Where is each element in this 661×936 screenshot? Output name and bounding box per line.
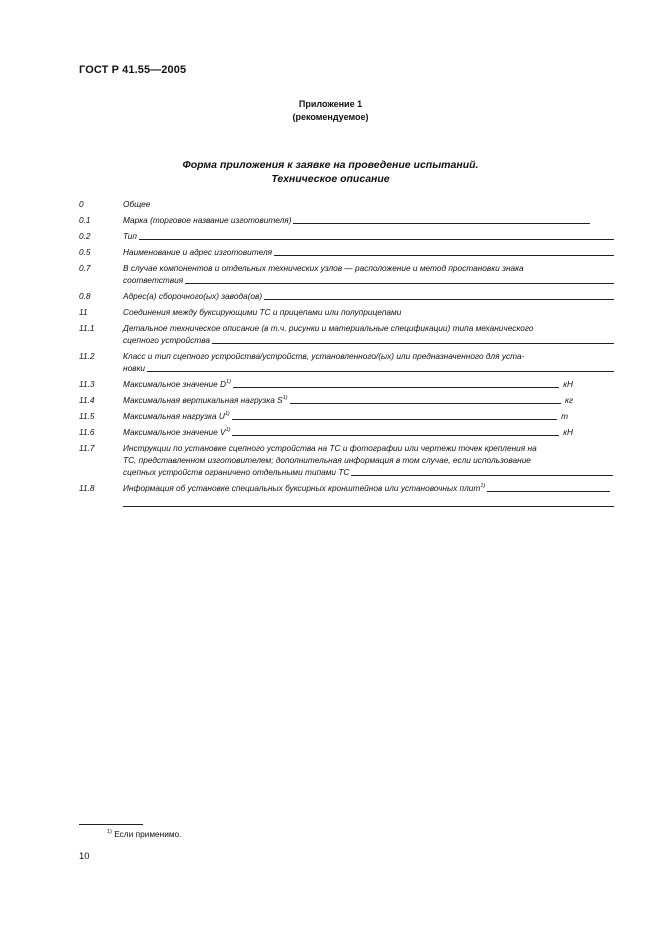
footnote bbox=[107, 829, 181, 839]
item-text: Максимальное значение $D^{1)}$ bbox=[123, 379, 231, 389]
form-title-line2: Техническое описание bbox=[271, 173, 390, 185]
fill-in-blank[interactable] bbox=[290, 395, 561, 404]
item-number: 11 bbox=[79, 307, 88, 317]
item-0 bbox=[79, 198, 614, 210]
item-text-cont: соответствия bbox=[123, 275, 184, 285]
annex-note: (рекомендуемое) bbox=[292, 112, 369, 122]
item-number: 11.1 bbox=[79, 323, 95, 333]
item-11-5 bbox=[79, 410, 614, 422]
item-11-3 bbox=[79, 378, 614, 390]
item-11-7 bbox=[79, 442, 614, 478]
item-text: Детальное техническое описание (в т.ч. рисунки и материальные спецификации) типа механического bbox=[123, 323, 534, 333]
footnote-divider bbox=[79, 824, 143, 825]
footnote-text: Если применимо. bbox=[114, 829, 182, 839]
fill-in-blank[interactable] bbox=[351, 467, 613, 476]
fill-in-blank[interactable] bbox=[293, 215, 590, 224]
item-0-8 bbox=[79, 290, 614, 302]
item-text: Соединения между буксирующими ТС и прицепами или полуприцепами bbox=[123, 307, 402, 317]
item-11-2 bbox=[79, 350, 614, 374]
footnote-ref: 1) bbox=[224, 411, 230, 417]
form-title bbox=[0, 158, 661, 186]
item-text: Наименование и адрес изготовителя bbox=[123, 247, 273, 257]
item-0-5 bbox=[79, 246, 614, 258]
unit-label: кН bbox=[563, 379, 573, 389]
item-11 bbox=[79, 306, 614, 318]
fill-in-blank[interactable] bbox=[264, 291, 614, 300]
item-11-6 bbox=[79, 426, 614, 438]
annex-title: Приложение 1 bbox=[298, 99, 363, 109]
item-text: В случае компонентов и отдельных технических узлов — расположение и метод простановки знака bbox=[123, 263, 524, 273]
item-number: 11.8 bbox=[79, 483, 95, 493]
unit-label: т bbox=[561, 411, 568, 421]
item-number: 11.7 bbox=[79, 443, 95, 453]
item-number: 0 bbox=[79, 199, 84, 209]
standard-code: ГОСТ Р 41.55—2005 bbox=[79, 64, 187, 76]
item-text: Максимальная вертикальная нагрузка $S^{1)}$ bbox=[123, 395, 288, 405]
item-number: 0.5 bbox=[79, 247, 91, 257]
form-items bbox=[79, 198, 614, 513]
item-text: Класс и тип сцепного устройства/устройств, установленного/(ых) или предназначенного для уста- bbox=[123, 351, 525, 361]
footnote-ref: 1) bbox=[225, 427, 231, 433]
fill-in-blank[interactable] bbox=[212, 335, 614, 344]
item-text: Максимальное значение $V^{1)}$ bbox=[123, 427, 231, 437]
annex-heading bbox=[0, 98, 661, 124]
item-0-2 bbox=[79, 230, 614, 242]
item-text-cont: новки bbox=[123, 363, 146, 373]
item-text: Марка (торговое название изготовителя) bbox=[123, 215, 292, 225]
unit-label: кН bbox=[563, 427, 573, 437]
item-text: Инструкции по установке сцепного устройства на ТС и фотографии или чертежи точек крепления на bbox=[123, 443, 537, 453]
item-text-cont: сцепного устройства bbox=[123, 335, 210, 345]
form-title-line1: Форма приложения к заявке на проведение испытаний. bbox=[182, 159, 479, 171]
item-number: 11.3 bbox=[79, 379, 95, 389]
page-number: 10 bbox=[79, 851, 90, 862]
footnote-ref: 1) bbox=[282, 395, 288, 401]
item-number: 11.4 bbox=[79, 395, 95, 405]
item-text: Тип bbox=[123, 231, 137, 241]
item-11-4 bbox=[79, 394, 614, 406]
item-text: Общее bbox=[123, 199, 151, 209]
item-0-1 bbox=[79, 214, 614, 226]
item-11-1 bbox=[79, 322, 614, 346]
item-number: 0.8 bbox=[79, 291, 91, 301]
item-number: 0.7 bbox=[79, 263, 91, 273]
footnote-ref: 1) bbox=[226, 379, 231, 385]
footnote-mark: 1) bbox=[107, 829, 112, 835]
item-11-8 bbox=[79, 482, 614, 509]
item-number: 11.5 bbox=[79, 411, 95, 421]
fill-in-blank[interactable] bbox=[232, 411, 557, 420]
item-text: Адрес(а) сборочного(ых) завода(ов) bbox=[123, 291, 263, 301]
item-number: 0.1 bbox=[79, 215, 91, 225]
item-number: 0.2 bbox=[79, 231, 91, 241]
item-number: 11.6 bbox=[79, 427, 95, 437]
item-text-cont: сцепных устройств ограничено отдельными типами ТС bbox=[123, 467, 350, 477]
fill-in-blank[interactable] bbox=[232, 427, 559, 436]
fill-in-blank[interactable] bbox=[123, 498, 614, 507]
fill-in-blank[interactable] bbox=[139, 231, 614, 240]
fill-in-blank[interactable] bbox=[185, 275, 614, 284]
fill-in-blank[interactable] bbox=[233, 379, 559, 388]
item-number: 11.2 bbox=[79, 351, 95, 361]
item-text-cont: ТС, представленном изготовителем; дополнительная информация в том случае, если использование bbox=[123, 455, 531, 465]
item-text: Информация об установке специальных буксирных кронштейнов или установочных плит$^{1)}$ bbox=[123, 483, 486, 493]
fill-in-blank[interactable] bbox=[274, 247, 614, 256]
item-text: Максимальная нагрузка $U^{1)}$ bbox=[123, 411, 230, 421]
fill-in-blank[interactable] bbox=[147, 363, 614, 372]
fill-in-blank[interactable] bbox=[487, 483, 610, 492]
item-0-7 bbox=[79, 262, 614, 286]
footnote-ref: 1) bbox=[480, 483, 486, 489]
unit-label: кг bbox=[564, 395, 573, 405]
